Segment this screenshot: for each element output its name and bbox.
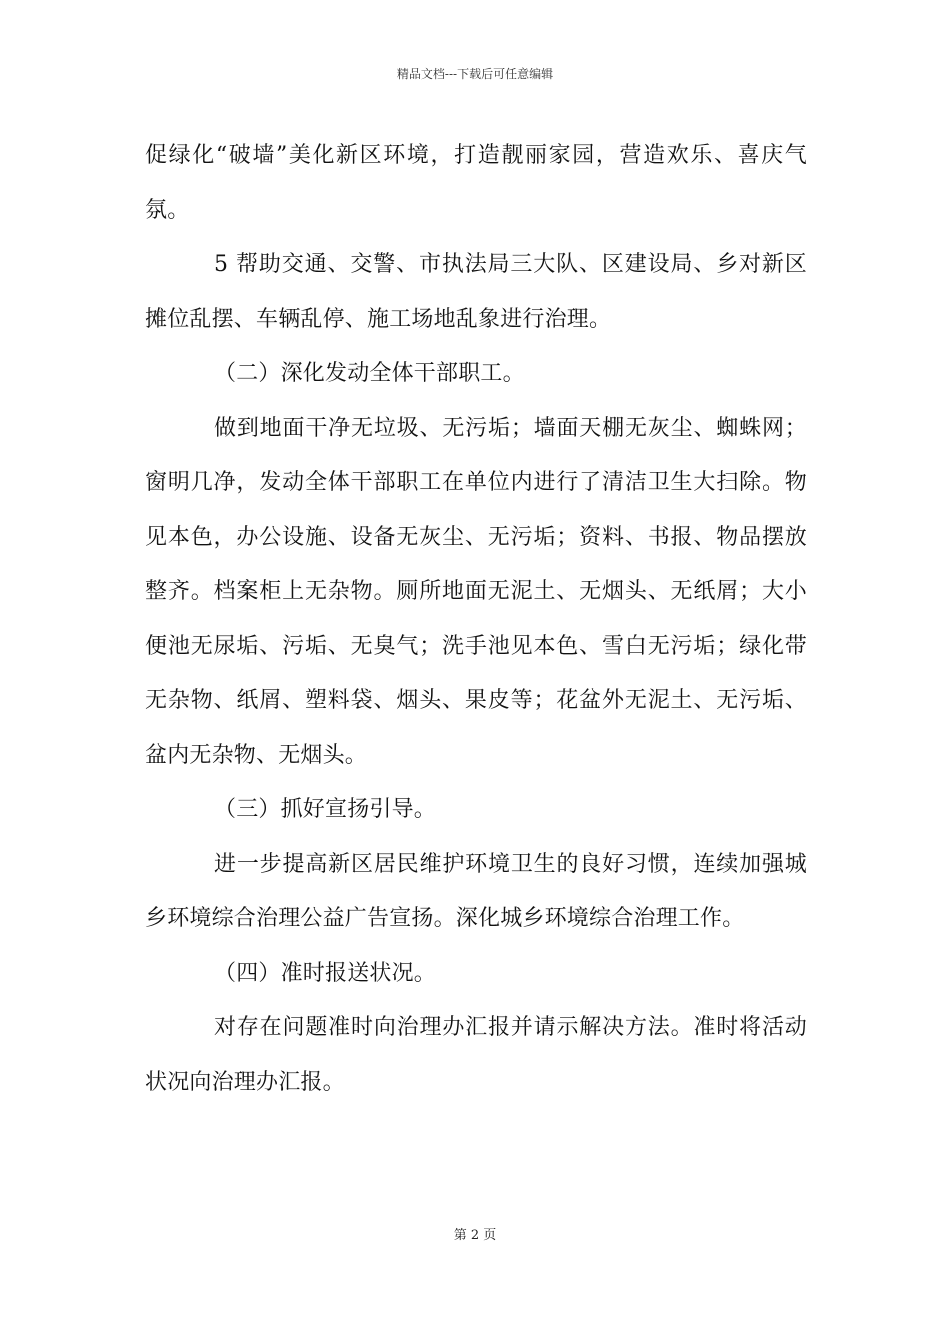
paragraph-publicity: 进一步提高新区居民维护环境卫生的良好习惯，连续加强城乡环境综合治理公益广告宣扬。深化城乡环境综合治理工作。 [145, 851, 807, 931]
section-heading-3: （三）抓好宣扬引导。 [214, 797, 437, 822]
paragraph-item-5: 5 帮助交通、交警、市执法局三大队、区建设局、乡对新区摊位乱摆、车辆乱停、施工场地乱象进行治理。 [145, 252, 807, 332]
page-number: 第 2 页 [453, 1228, 497, 1243]
section-heading-2: （二）深化发动全体干部职工。 [214, 361, 525, 386]
page-header: 精品文档---下载后可任意编辑 [396, 67, 554, 81]
paragraph-reporting: 对存在问题准时向治理办汇报并请示解决方法。准时将活动状况向治理办汇报。 [145, 1015, 807, 1095]
paragraph-cleaning-standards: 做到地面干净无垃圾、无污垢；墙面天棚无灰尘、蜘蛛网；窗明几净，发动全体干部职工在单位内进行了清洁卫生大扫除。物见本色，办公设施、设备无灰尘、无污垢；资料、书报、物品摆放整齐。档案柜上无杂物。厕所地面无泥土、无烟头、无纸屑；大小便池无尿垢、污垢、无臭气；洗手池见本色、雪白无污垢；绿化带无杂物、纸屑、塑料袋、烟头、果皮等；花盆外无泥土、无污垢、盆内无杂物、无烟头。 [145, 415, 807, 768]
paragraph-continuation: 促绿化“破墙”美化新区环境，打造靓丽家园，营造欢乐、喜庆气氛。 [145, 143, 807, 223]
document-body [145, 129, 807, 1110]
section-heading-4: （四）准时报送状况。 [214, 960, 437, 986]
